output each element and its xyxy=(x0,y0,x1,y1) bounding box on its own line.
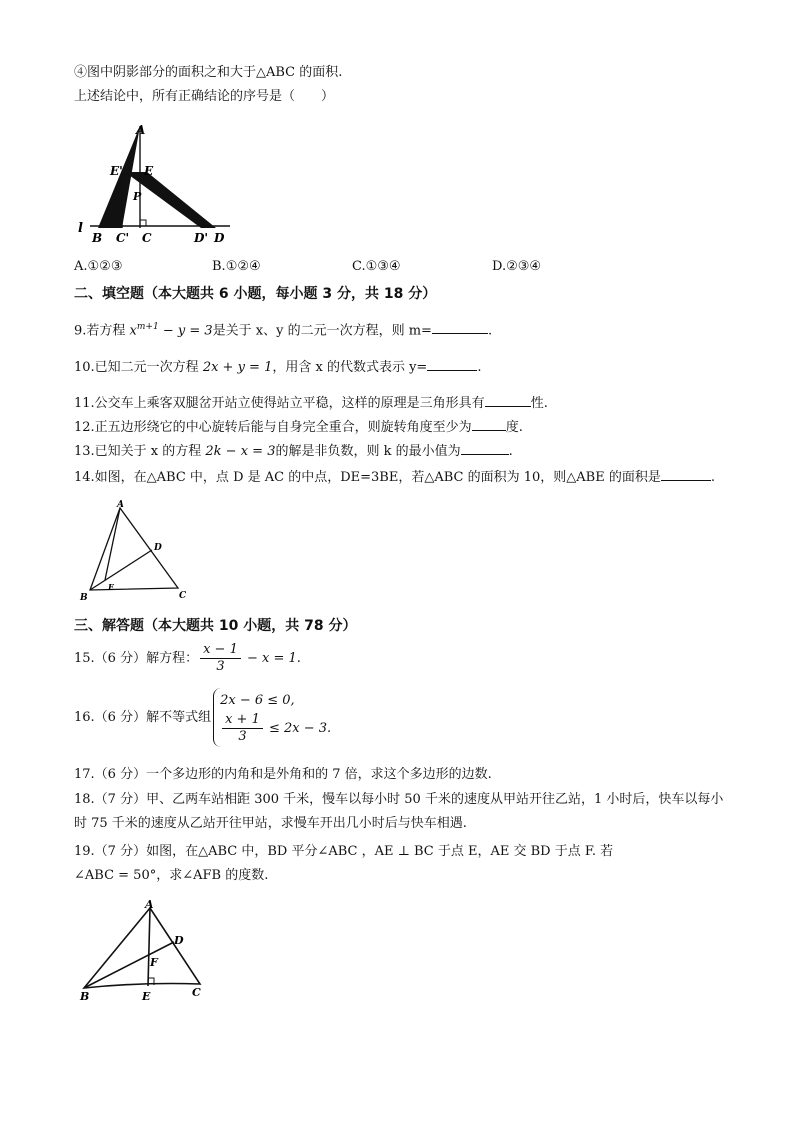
label-A: A xyxy=(145,898,154,911)
section-3-title: 三、解答题（本大题共 10 小题，共 78 分） xyxy=(74,618,357,634)
label-A: A xyxy=(117,500,124,510)
label-D: D xyxy=(154,543,162,553)
label-A: A xyxy=(136,123,146,137)
label-l: l xyxy=(78,221,83,236)
question-16: 16.（6 分）解不等式组 2x − 6 ≤ 0, $\frac{x + 1}{3}$ ≤ 2x − 3. xyxy=(74,688,331,747)
choice-d: D.②③④ xyxy=(492,259,542,274)
choice-c: C.①③④ xyxy=(352,259,401,274)
question-11: 11.公交车上乘客双腿岔开站立使得站立平稳，这样的原理是三角形具有 性. xyxy=(74,396,548,411)
q8-statement-4: ④图中阴影部分的面积之和大于△ABC 的面积. xyxy=(74,65,343,80)
label-C: C xyxy=(142,231,152,245)
question-13: 13.已知关于 x 的方程 2k − x = 3的解是非负数，则 k 的最小值为 . xyxy=(74,444,513,459)
answer-blank[interactable] xyxy=(432,333,488,334)
question-15: 15.（6 分）解方程： $\frac{x - 1}{3}$ − x = 1. xyxy=(74,642,301,674)
label-P: P xyxy=(133,190,142,203)
question-17: 17.（6 分）一个多边形的内角和是外角和的 7 倍，求这个多边形的边数. xyxy=(74,767,492,782)
label-C-prime: C' xyxy=(116,231,130,245)
question-9: 9.若方程 $x^{m+1} - y = 3$是关于 x、y 的二元一次方程，则 m= . xyxy=(74,322,493,339)
label-C: C xyxy=(179,591,187,601)
label-E: E xyxy=(142,990,151,1003)
answer-blank[interactable] xyxy=(427,370,477,371)
question-14: 14.如图，在△ABC 中，点 D 是 AC 的中点，DE=3BE，若△ABC 的面积为 10，则△ABE 的面积是 . xyxy=(74,470,715,485)
answer-blank[interactable] xyxy=(485,406,531,407)
label-B: B xyxy=(80,593,88,603)
label-B: B xyxy=(92,231,103,245)
q19-figure xyxy=(72,896,212,1008)
label-E: E xyxy=(144,164,154,178)
question-19-line-1: 19.（7 分）如图，在△ABC 中，BD 平分∠ABC ，AE ⊥ BC 于点 E，AE 交 BD 于点 F. 若 xyxy=(74,844,614,859)
answer-blank[interactable] xyxy=(661,480,711,481)
inequality-system: 2x − 6 ≤ 0, $\frac{x + 1}{3}$ ≤ 2x − 3. xyxy=(213,688,331,747)
section-2-title: 二、填空题（本大题共 6 小题，每小题 3 分，共 18 分） xyxy=(74,286,437,302)
question-18: 18.（7 分）甲、乙两车站相距 300 千米，慢车以每小时 50 千米的速度从甲站开往乙站，1 小时后，快车以每小时 75 千米的速度从乙站开往甲站，求慢车开出几小时后与快车相遇. xyxy=(74,792,724,831)
answer-blank[interactable] xyxy=(461,454,509,455)
fraction: $\frac{x - 1}{3}$ xyxy=(200,642,241,675)
label-D: D xyxy=(214,231,225,245)
label-B: B xyxy=(80,990,90,1003)
answer-blank[interactable] xyxy=(472,430,506,431)
label-E: E xyxy=(108,582,115,592)
q8-prompt: 上述结论中，所有正确结论的序号是（ ） xyxy=(74,89,335,104)
label-C: C xyxy=(192,986,201,999)
q14-figure xyxy=(72,496,192,604)
label-D: D xyxy=(174,934,184,947)
choice-b: B.①②④ xyxy=(212,259,261,274)
question-19-line-2: ∠ABC = 50°，求∠AFB 的度数. xyxy=(74,868,269,883)
question-10: 10.已知二元一次方程 2x + y = 1，用含 x 的代数式表示 y= . xyxy=(74,360,482,375)
label-D-prime: D' xyxy=(194,231,209,245)
label-E-prime: E' xyxy=(110,164,123,178)
q8-figure xyxy=(70,118,240,248)
choice-a: A.①②③ xyxy=(74,259,123,274)
question-12: 12.正五边形绕它的中心旋转后能与自身完全重合，则旋转角度至少为 度. xyxy=(74,420,523,435)
label-F: F xyxy=(150,956,158,969)
